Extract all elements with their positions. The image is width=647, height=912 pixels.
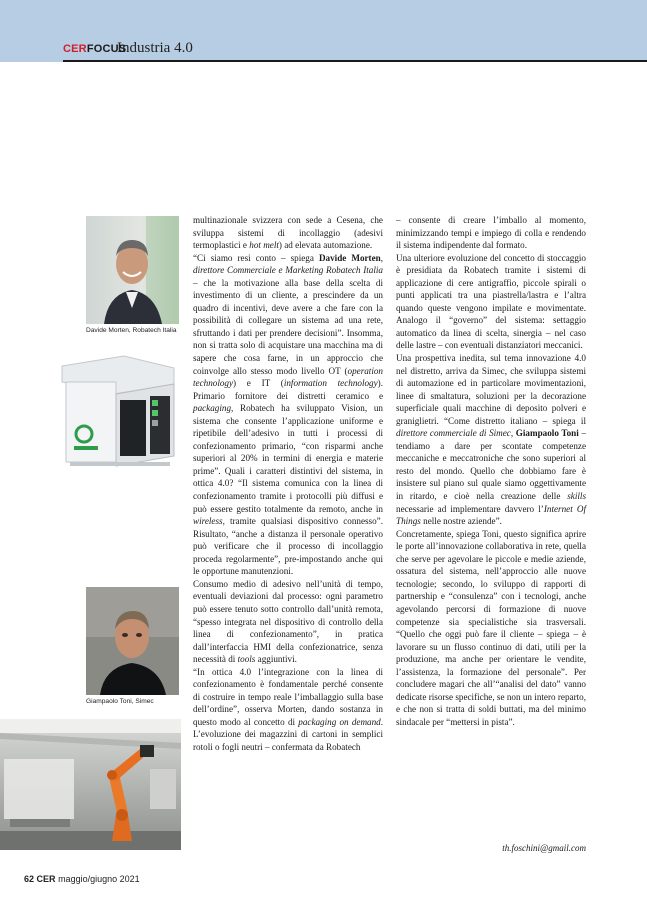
portrait-illustration	[86, 587, 179, 695]
page-footer	[24, 874, 140, 884]
industrial-robot-photo	[0, 719, 181, 850]
issue-date: maggio/giugno 2021	[58, 874, 140, 884]
machine-illustration	[54, 348, 181, 473]
cerfocus-logo: CERFOCUS	[63, 43, 127, 55]
paragraph: multinazionale svizzera con sede a Cesena, che sviluppa sistemi di incollaggio (adesivi termoplastici e hot melt) ad elevata automazione.	[193, 215, 383, 251]
toni-caption: Giampaolo Toni, Simec	[86, 698, 154, 705]
robatech-machine-photo	[54, 348, 181, 473]
magazine-name: CER	[36, 874, 56, 884]
text-column-left	[193, 214, 383, 754]
section-title: Industria 4.0	[117, 40, 193, 56]
paragraph: “Ci siamo resi conto – spiega Davide Morten, direttore Commerciale e Marketing Robatech Italia – che la motivazione alla base della scelta di investimento di un cliente, a prescindere da un quadro di incentivi, deve avere a che fare con la possibilità di collegare un sistema ad una rete, sfruttando i dati per prendere decisioni”. Insomma, non si tratta solo di acquistare una macchina ma di sapere che cosa farne, in un approccio che coinvolge allo stesso modo livello OT (operation technology) e IT (information technology). Primario fornitore dei distretti ceramico e packaging, Robatech ha sviluppato Vision, un sistema che consente l’applicazione uniforme e ripetibile dell’adesivo in tutti i processi di confezionamento primario, “con risparmi anche superiori al 20% in termini di energia e materie prime”. Quali i caratteri distintivi del sistema, in ottica 4.0? “Il sistema comunica con la linea di confezionamento tramite i protocolli più diffusi e può essere gestito totalmente da remoto, anche in wireless, tramite qualsiasi dispositivo connesso”. Risultato, “anche a distanza il personale operativo può verificare che il processo di incollaggio proceda regolarmente”, pre-impostando anche qui le opportune manutenzioni.	[193, 252, 384, 577]
page-header	[63, 40, 647, 62]
author-email: th.foschini@gmail.com	[502, 843, 586, 853]
robot-illustration	[0, 719, 181, 850]
page-number: 62	[24, 874, 35, 884]
paragraph: “In ottica 4.0 l’integrazione con la linea di confezionamento è fondamentale perché consente di costruire in tempo reale l’imballaggio sulla base dell’ordine”, osserva Morten, dando sostanza in questo modo al concetto di packaging on demand. L’evoluzione dei magazzini di cartoni in semplici rotoli o fogli neutri – confermata da Robatech	[193, 666, 383, 752]
portrait-illustration	[86, 216, 179, 324]
giampaolo-toni-photo	[86, 587, 179, 695]
paragraph: Una ulteriore evoluzione del concetto di stoccaggio è presidiata da Robatech tramite i sistemi di applicazione di cere antigraffio, piccole spirali o punti applicati tra una piastrella/lastra e l’altra quando queste vengono impilate e movimentate. Analogo il “governo” del sistema: settaggio automatico da linea di scelta, sinergia – nel caso delle lastre – con eventuali distanziatori meccanici.	[396, 252, 586, 351]
paragraph: Consumo medio di adesivo nell’unità di tempo, eventuali deviazioni dal processo: ogni parametro può essere tenuto sotto controllo dall’unità remota, “spesso integrata nel dispositivo di controllo della linea di confezionamento”, in pratica dall’interfaccia HMI della confezionatrice, senza necessità di tools aggiuntivi.	[193, 578, 383, 665]
morten-caption: Davide Morten, Robatech Italia	[86, 327, 177, 334]
text-column-right	[396, 214, 586, 728]
paragraph: Una prospettiva inedita, sul tema innovazione 4.0 nel distretto, arriva da Simec, che sviluppa sistemi di automazione ed in particolare movimentazioni, linee di smaltatura, soluzioni per la decorazione superficiale quali macchine di deposito polveri e graniglietri. “Come distretto italiano – spiega il direttore commerciale di Simec, Giampaolo Toni – tendiamo a dare per scontate competenze meccaniche e meccatroniche che sono superiori al resto del mondo. Quello che dobbiamo fare è insistere sul piano sul quale siamo oggettivamente in ritardo, e cioè nella creazione delle skills necessarie ad implementare davvero l’Internet Of Things nelle nostre aziende”.	[396, 353, 587, 527]
davide-morten-photo	[86, 216, 179, 324]
header-rule	[63, 60, 647, 62]
paragraph: Concretamente, spiega Toni, questo significa aprire le porte all’innovazione collaborativa in rete, quella che serve per agevolare le piccole e medie aziende, ossatura del sistema, nell’approccio alle nuove tecnologie; secondo, lo sviluppo di rapporti di partnership e “consulenza” con i tecnologi, anche agevolando percorsi di formazione di nuove competenze sia specialistiche sia trasversali. “Quello che oggi può fare il cliente – spiega – è lavorare su un flusso continuo di dati, utili per la produzione, ma anche per orientare le vendite, l’assistenza, la formazione del personale”. Per concludere magari che all’“analisi del dato” vanno dedicate risorse specifiche, se non un intero reparto, e che non si tratta di soldi buttati, ma del minimo sindacale per “mettersi in pista”.	[396, 528, 586, 727]
paragraph: – consente di creare l’imballo al momento, minimizzando tempi e impiego di colla e rendendo il sistema indipendente dal formato.	[396, 215, 586, 251]
